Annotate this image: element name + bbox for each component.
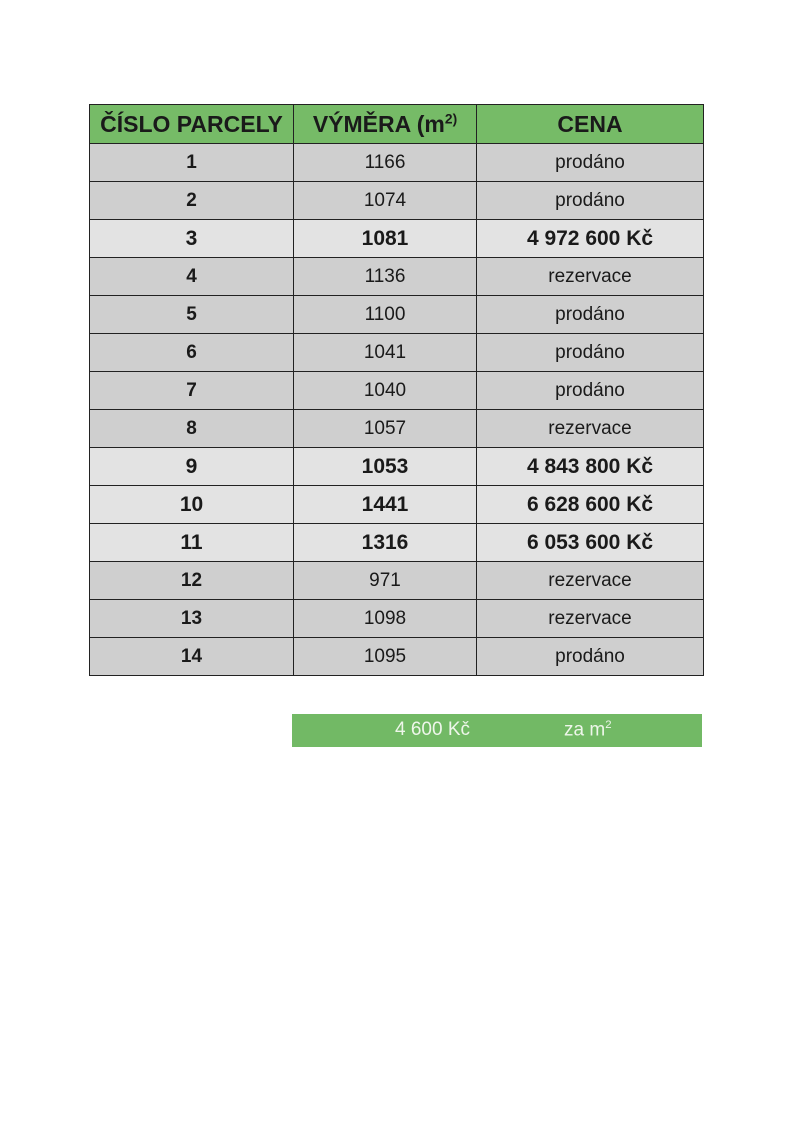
parcel-number-cell: 8	[90, 410, 294, 448]
table-row	[90, 562, 704, 600]
table-row	[90, 220, 704, 258]
area-cell: 971	[294, 562, 477, 600]
price-cell: rezervace	[477, 258, 704, 296]
table-row	[90, 182, 704, 220]
parcel-number-cell: 5	[90, 296, 294, 334]
area-cell: 1095	[294, 638, 477, 676]
parcel-number-cell: 1	[90, 144, 294, 182]
area-cell: 1074	[294, 182, 477, 220]
table-row	[90, 144, 704, 182]
price-cell: rezervace	[477, 600, 704, 638]
parcel-number-cell: 7	[90, 372, 294, 410]
area-cell: 1053	[294, 448, 477, 486]
area-cell: 1100	[294, 296, 477, 334]
parcel-number-cell: 12	[90, 562, 294, 600]
area-cell: 1081	[294, 220, 477, 258]
table-row	[90, 372, 704, 410]
header-parcel-number: ČÍSLO PARCELY	[90, 105, 294, 144]
price-cell: rezervace	[477, 410, 704, 448]
table-row	[90, 638, 704, 676]
area-cell: 1441	[294, 486, 477, 524]
parcel-number-cell: 9	[90, 448, 294, 486]
table-row	[90, 600, 704, 638]
price-cell: 6 053 600 Kč	[477, 524, 704, 562]
parcel-number-cell: 2	[90, 182, 294, 220]
parcel-number-cell: 14	[90, 638, 294, 676]
unit-label: za m	[564, 719, 606, 741]
table-row	[90, 296, 704, 334]
table-row	[90, 486, 704, 524]
table-header-row	[90, 105, 704, 144]
area-cell: 1057	[294, 410, 477, 448]
table-row	[90, 448, 704, 486]
table-row	[90, 334, 704, 372]
unit-price-bar	[292, 714, 702, 747]
unit-price-value: 4 600 Kč	[395, 719, 470, 740]
parcel-number-cell: 13	[90, 600, 294, 638]
table-row	[90, 258, 704, 296]
price-cell: 4 843 800 Kč	[477, 448, 704, 486]
price-cell: 6 628 600 Kč	[477, 486, 704, 524]
parcel-number-cell: 6	[90, 334, 294, 372]
area-cell: 1166	[294, 144, 477, 182]
header-area-label: VÝMĚRA (m	[312, 110, 445, 137]
table-row	[90, 524, 704, 562]
unit-sup: 2	[605, 719, 612, 731]
price-cell: prodáno	[477, 372, 704, 410]
area-cell: 1316	[294, 524, 477, 562]
header-price: CENA	[477, 105, 704, 144]
header-area-sup: 2)	[444, 110, 458, 126]
price-cell: prodáno	[477, 334, 704, 372]
price-cell: prodáno	[477, 638, 704, 676]
price-cell: rezervace	[477, 562, 704, 600]
parcel-number-cell: 3	[90, 220, 294, 258]
table-row	[90, 410, 704, 448]
area-cell: 1136	[294, 258, 477, 296]
price-cell: 4 972 600 Kč	[477, 220, 704, 258]
parcel-number-cell: 11	[90, 524, 294, 562]
area-cell: 1041	[294, 334, 477, 372]
parcel-number-cell: 4	[90, 258, 294, 296]
price-cell: prodáno	[477, 182, 704, 220]
area-cell: 1098	[294, 600, 477, 638]
unit-price-unit	[564, 719, 612, 741]
header-area	[294, 105, 477, 144]
area-cell: 1040	[294, 372, 477, 410]
price-cell: prodáno	[477, 144, 704, 182]
price-cell: prodáno	[477, 296, 704, 334]
parcel-number-cell: 10	[90, 486, 294, 524]
parcel-table	[89, 104, 704, 676]
